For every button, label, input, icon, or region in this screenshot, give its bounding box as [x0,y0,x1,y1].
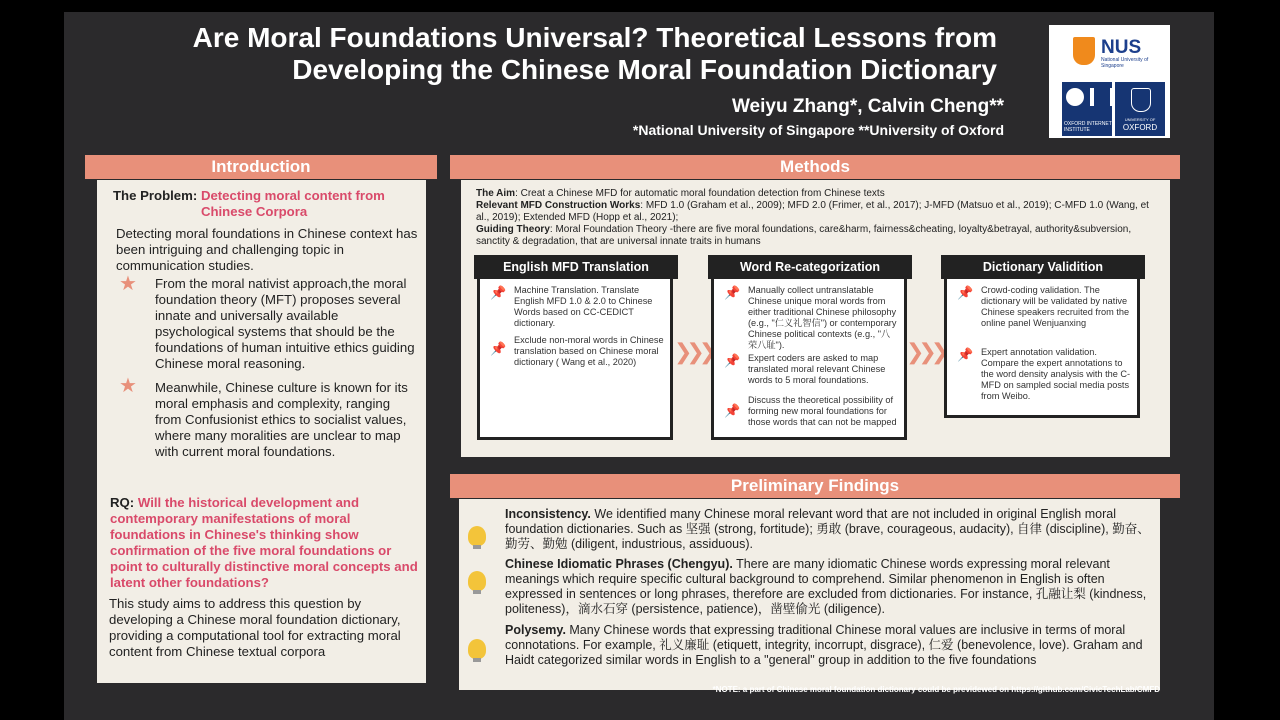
pushpin-icon: 📌 [490,285,507,300]
pushpin-icon: 📌 [724,285,741,300]
star-icon: ★ [119,375,137,397]
method-box-validation: Dictionary Validition 📌 Crowd-coding validation. The dictionary will be validated by native Chinese speakers recruited from the online panel Wenjuanxing 📌 Expert annotation validation. Compare the expert annotations to the word density analysis with the C-MFD on sampled social media posts from Weibo. [941,255,1141,431]
nus-subtitle: National University of Singapore [1101,57,1149,69]
methods-panel [461,180,1170,457]
findings-header: Preliminary Findings [450,474,1180,498]
intro-paragraph: Detecting moral foundations in Chinese context has been intriguing and challenging topic in communication studies. [116,226,418,273]
oxford-crest-icon [1131,88,1151,112]
problem-statement: The Problem: Detecting moral content from Chinese Corpora [113,188,385,219]
intro-bullet: From the moral nativist approach,the moral foundation theory (MFT) proposes several innate and universally available psychological systems that should be the foundations of human intuitive ethics guiding Chinese moral reasoning. [155,276,415,371]
methods-intro: The Aim: Creat a Chinese MFD for automatic moral foundation detection from Chinese texts Relevant MFD Construction Works: MFD 1.0 (Graham et al., 2009); MFD 2.0 (Frimer, et al., 2017); J-MFD (Matsuo et al., 2019); C-MFD 1.0 (Wang, et al., 2019); Extended MFD (Hopp et al., 2021); Guiding Theory: Moral Foundation Theory -there are five moral foundations, care&harm, fairness&cheating, loyalty&betrayal, authority&subversion, sanctity & degradation, that are universal innate traits in humans [476,188,1149,247]
oxford-logo: UNIVERSITY OF OXFORD [1115,82,1165,136]
authors: Weiyu Zhang*, Calvin Cheng** [731,96,1004,117]
oii-bars-icon [1090,88,1114,106]
oii-logo: OXFORD INTERNET INSTITUTE [1062,82,1112,136]
pushpin-icon: 📌 [957,347,974,362]
intro-bullet: Meanwhile, Chinese culture is known for its moral emphasis and complexity, ranging from Confusionist ethics to socialist values, where many moralities are unclear to map with current moral foundations. [155,380,408,459]
intro-conclusion: This study aims to address this question by developing a Chinese moral foundation dictionary, providing a computational tool for extracting moral content from Chinese textual corpora [109,596,401,659]
logo-block [1049,25,1170,138]
pushpin-icon: 📌 [957,285,974,300]
findings-panel [459,499,1160,690]
nus-crest-icon [1073,37,1095,65]
method-box-recategorization: Word Re-categorization 📌 Manually collect untranslatable Chinese unique moral words from either traditional Chinese philosophy (e.g., "仁义礼智信") or contemporary Chinese political contexts (e.g., "八荣八耻"). 📌 Expert coders are asked to map translated moral relevant Chinese words to 5 moral foundations. 📌 Discuss the theoretical possibility of forming new moral foundations for those words that can not be mapped [708,255,908,431]
pushpin-icon: 📌 [724,353,741,368]
method-box-translation: English MFD Translation 📌 Machine Translation. Translate English MFD 1.0 & 2.0 to Chinese Words based on CC-CEDICT dictionary. 📌 Exclude non-moral words in Chinese translation based on Chinese moral dictionary ( Wang et al., 2020) [474,255,674,431]
finding-polysemy: Polysemy. Many Chinese words that expressing traditional Chinese moral values are inclusive in terms of moral connotations. For example, 礼义廉耻 (etiquett, integrity, incorrupt, disgrace), 仁爱 (benevolence, love). Graham and Haidt categorized similar words in English to a "general" group in addition to the five foundations [505,623,1143,667]
nus-logo: NUS [1101,37,1142,58]
poster-title: Are Moral Foundations Universal? Theoretical Lessons from Developing the Chinese Moral Foundation Dictionary [192,22,997,85]
lightbulb-icon [468,571,486,591]
finding-chengyu: Chinese Idiomatic Phrases (Chengyu). There are many idiomatic Chinese words expressing moral relevant meanings which require specific cultural background to comprehend. Similar phenomenon in English is often expressed in sentences or long phrases, therefore are excluded from dictionaries. For instance, 孔融让梨 (kindness, politeness)，滴水石穿 (persistence, patience)，凿壁偷光 (diligence). [505,557,1147,616]
finding-inconsistency: Inconsistency. We identified many Chinese moral relevant word that are not included in original English moral foundation dictionaries. Such as 坚强 (strong, fortitude); 勇敢 (brave, courageous, audacity), 自律 (discipline), 勤奋、勤劳、勤勉 (diligent, industrious, assiduous). [505,507,1150,551]
introduction-header: Introduction [85,155,437,179]
methods-header: Methods [450,155,1180,179]
research-question: RQ: Will the historical development and contemporary manifestations of moral foundations in Chinese's thinking show confirmation of the five moral foundations or point to culturally distinctive moral concepts and latent other foundations? [110,495,418,590]
introduction-panel [97,180,426,683]
pushpin-icon: 📌 [724,403,741,418]
lightbulb-icon [468,526,486,546]
poster [64,12,1214,720]
star-icon: ★ [119,273,137,295]
footnote: *NOTE: a part of Chinese moral foundation dictionary could be previdewed on https://github.com/CivicTechLab/CMFD [712,685,1160,694]
arrow-right-icon: ❯❯❯ [906,339,944,364]
pushpin-icon: 📌 [490,341,507,356]
lightbulb-icon [468,639,486,659]
affiliations: *National University of Singapore **University of Oxford [632,122,1004,138]
arrow-right-icon: ❯❯❯ [674,339,712,364]
oii-circle-icon [1066,88,1084,106]
